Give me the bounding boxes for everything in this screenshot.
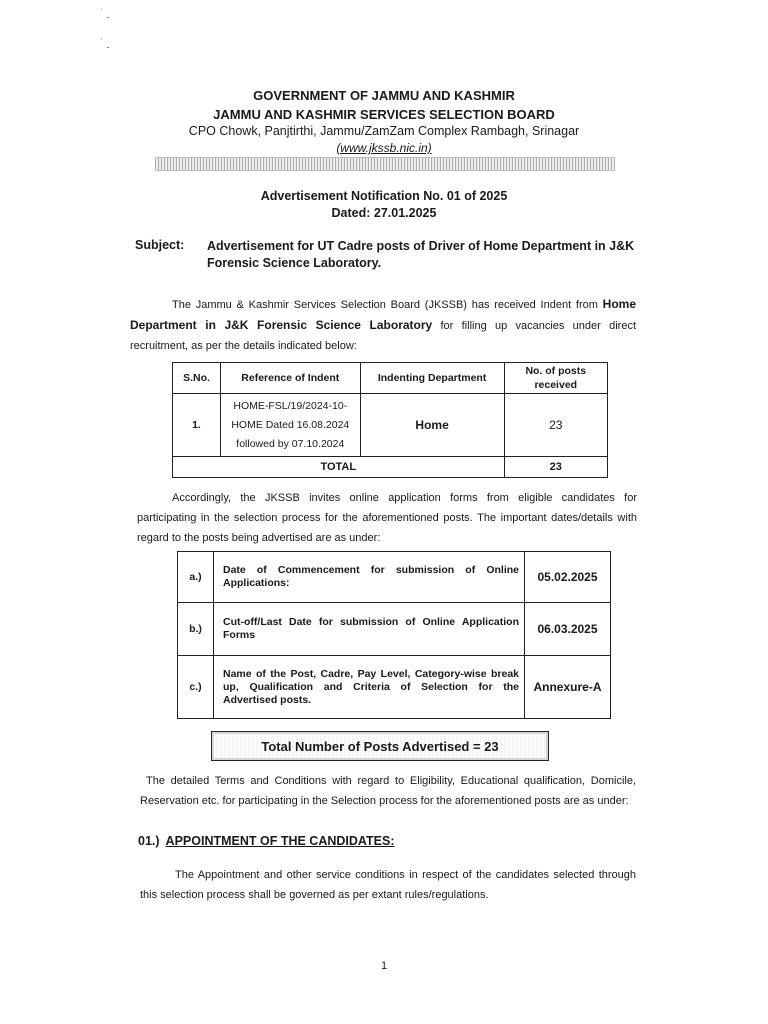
indent-table — [172, 362, 608, 478]
table-row — [173, 394, 608, 457]
section-heading — [138, 834, 394, 848]
intro-paragraph — [130, 294, 636, 356]
row-reference — [220, 394, 360, 457]
header-address: CPO Chowk, Panjtirthi, Jammu/ZamZam Complex Rambagh, Srinagar — [188, 124, 580, 138]
subject-label: Subject: — [135, 238, 185, 252]
notification-title: Advertisement Notification No. 01 of 2025 — [260, 189, 508, 203]
row-key: a.) — [178, 552, 214, 603]
header-government: GOVERNMENT OF JAMMU AND KASHMIR — [253, 88, 515, 103]
header-website-link[interactable]: (www.jkssb.nic.in) — [336, 141, 432, 155]
table-total-row — [173, 457, 608, 478]
appointment-text: The Appointment and other service conditions in respect of the candidates selected through this selection process shall be governed as per extant rules/regulations. — [140, 869, 636, 901]
row-description: Date of Commencement for submission of Online Applications: — [214, 552, 525, 603]
table-row — [178, 603, 611, 656]
notification-date: Dated: 27.01.2025 — [331, 206, 437, 220]
table-row — [178, 552, 611, 603]
section-title: APPOINTMENT OF THE CANDIDATES: — [165, 834, 395, 848]
header-department: Indenting Department — [360, 363, 504, 394]
reference-line: followed by 07.10.2024 — [236, 437, 345, 450]
total-posts-box: Total Number of Posts Advertised = 23 — [211, 731, 549, 761]
header-board: JAMMU AND KASHMIR SERVICES SELECTION BOARD — [213, 107, 555, 122]
section-number: 01.) — [138, 834, 160, 848]
appointment-paragraph — [140, 865, 636, 905]
header-reference: Reference of Indent — [220, 363, 360, 394]
reference-line: HOME Dated 16.08.2024 — [231, 418, 350, 431]
row-value: 05.02.2025 — [525, 552, 611, 603]
terms-paragraph — [140, 771, 636, 811]
subject-text: Advertisement for UT Cadre posts of Driver of Home Department in J&K Forensic Science Laboratory. — [207, 239, 635, 270]
page-number: 1 — [380, 960, 388, 972]
intro-text-bold: Home Department in J&K Forensic Science Laboratory — [130, 297, 636, 332]
header-sno: S.No. — [173, 363, 221, 394]
row-description: Cut-off/Last Date for submission of Online Application Forms — [214, 603, 525, 656]
terms-text: The detailed Terms and Conditions with regard to Eligibility, Educational qualification, Domicile, Reservation etc. for participating in the Selection process for the aforementioned posts are as under: — [140, 775, 636, 807]
dates-intro-text: Accordingly, the JKSSB invites online application forms from eligible candidates for participating in the selection process for the aforementioned posts. The important dates/details with regard to the posts being advertised are as under: — [137, 492, 637, 544]
scan-mark: ˙ ˍ — [100, 38, 110, 49]
row-description: Name of the Post, Cadre, Pay Level, Category-wise break up, Qualification and Criteria of Selection for the Advertised posts. — [214, 656, 525, 719]
indent-table-header — [173, 363, 608, 394]
reference-line: HOME-FSL/19/2024-10- — [233, 399, 348, 412]
row-key: c.) — [178, 656, 214, 719]
header-divider — [155, 157, 615, 171]
row-key: b.) — [178, 603, 214, 656]
table-row — [178, 656, 611, 719]
row-sno: 1. — [173, 394, 221, 457]
total-label: TOTAL — [173, 457, 505, 478]
intro-text-pre: The Jammu & Kashmir Services Selection Board (JKSSB) has received Indent from — [172, 299, 603, 311]
header-posts-received: No. of posts received — [504, 363, 607, 394]
row-department: Home — [360, 394, 504, 457]
row-posts: 23 — [504, 394, 607, 457]
total-value: 23 — [504, 457, 607, 478]
dates-table — [177, 551, 611, 719]
intro-text-post: for filling up vacancies under direct recruitment, as per the details indicated below: — [130, 320, 636, 352]
dates-intro-paragraph — [137, 488, 637, 548]
row-value: 06.03.2025 — [525, 603, 611, 656]
row-value: Annexure-A — [525, 656, 611, 719]
scan-mark: ˙ ˍ — [100, 8, 110, 19]
